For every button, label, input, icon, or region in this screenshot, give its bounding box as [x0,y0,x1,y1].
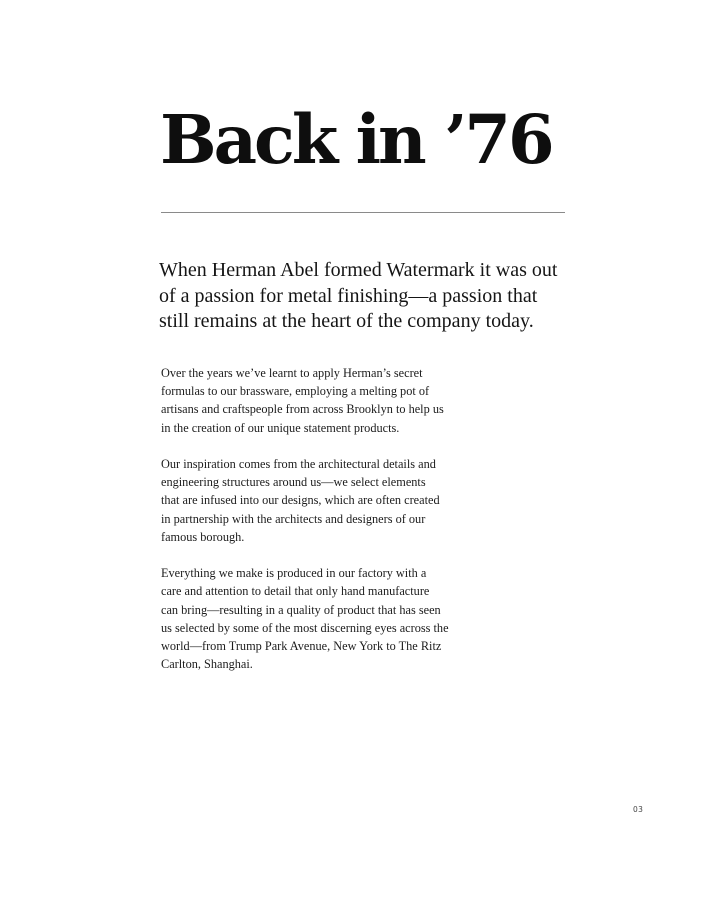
body-paragraph [161,564,481,673]
body-line: famous borough. [161,529,245,544]
page-title: Back in ’76 [160,100,552,179]
body-line: Over the years we’ve learnt to apply Herman’s secret [161,366,423,380]
body-line: Our inspiration comes from the architectural details and [161,457,436,471]
body-line: Everything we make is produced in our factory with a [161,566,427,581]
lead-line: When Herman Abel formed Watermark it was out [159,259,558,281]
body-paragraph [161,364,481,437]
body-line: engineering structures around us—we select elements [161,475,426,490]
body-line: in the creation of our unique statement products. [161,420,400,435]
lead-line: still remains at the heart of the company today. [159,310,534,332]
lead-line: of a passion for metal finishing—a passion that [159,284,538,307]
page-number: 03 [633,805,644,814]
body-line: artisans and craftspeople from across Brooklyn to help us [161,402,444,417]
body-line: in partnership with the architects and designers of our [161,511,426,526]
title-divider [161,212,565,213]
body-line: world—from Trump Park Avenue, New York to The Ritz [161,639,442,654]
body-line: formulas to our brassware, employing a melting pot of [161,384,430,399]
body-line: can bring—resulting in a quality of product that has seen [161,602,441,617]
lead-paragraph [159,258,589,335]
body-line: Carlton, Shanghai. [161,657,253,672]
body-line: care and attention to detail that only hand manufacture [161,584,430,599]
body-line: us selected by some of the most discerning eyes across the [161,620,449,635]
body-line: that are infused into our designs, which are often created [161,493,440,508]
body-paragraph [161,455,481,546]
body-copy [161,364,481,692]
